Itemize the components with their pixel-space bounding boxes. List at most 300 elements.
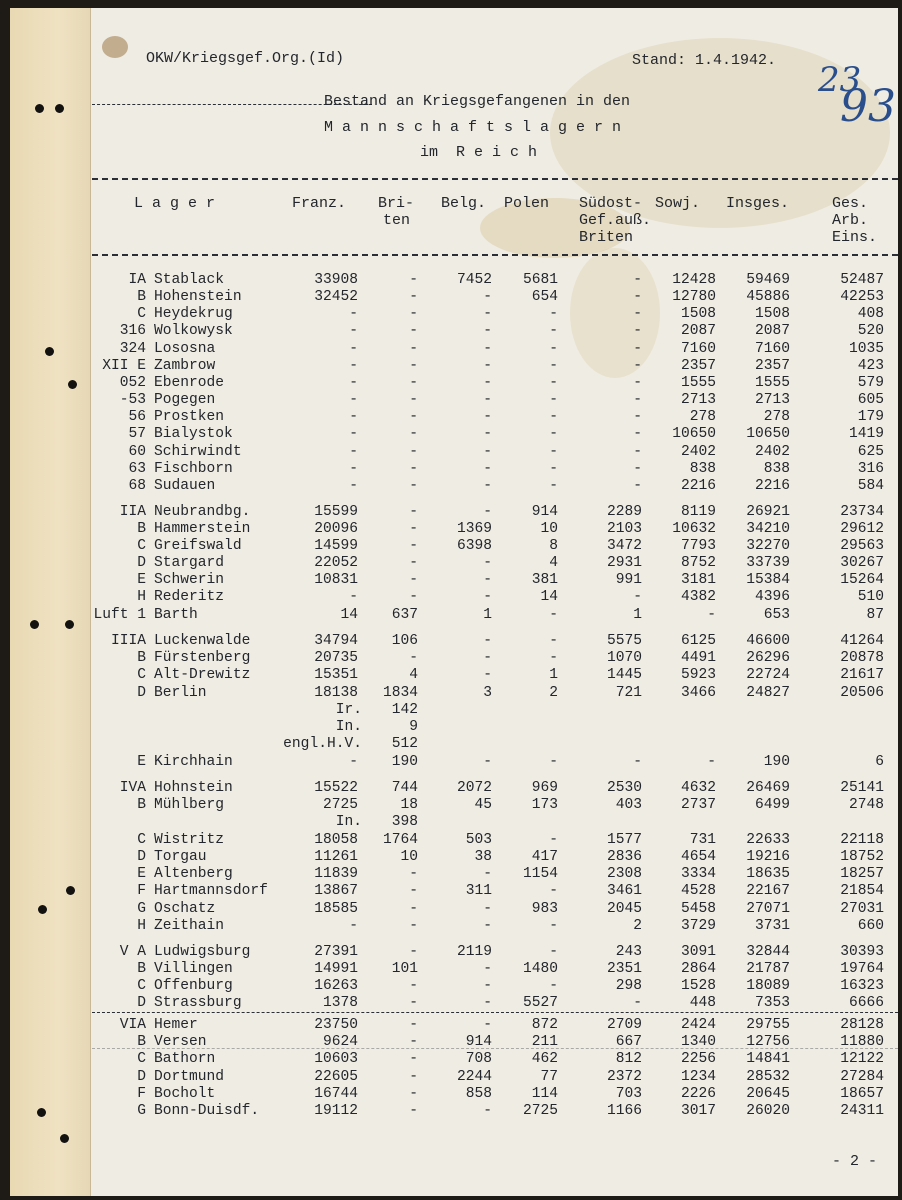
table-row: [10, 444, 898, 461]
cell-suedost: 3472: [606, 538, 642, 554]
cell-polen: -: [549, 306, 558, 322]
cell-polen: -: [549, 607, 558, 623]
cell-briten: -: [409, 358, 418, 374]
cell-belg: -: [483, 572, 492, 588]
cell-sowj: 2216: [680, 478, 716, 494]
cell-sowj: 2357: [680, 358, 716, 374]
cell-insges: 26921: [746, 504, 790, 520]
cell-belg: -: [483, 589, 492, 605]
table-row: [10, 995, 898, 1012]
table-row: [10, 341, 898, 358]
cell-briten: -: [409, 650, 418, 666]
cell-franz: -: [349, 375, 358, 391]
table-row: [10, 272, 898, 289]
cell-suedost: 3461: [606, 883, 642, 899]
cell-belg: -: [483, 1017, 492, 1033]
cell-belg: 45: [474, 797, 492, 813]
cell-sub: 316: [119, 323, 146, 339]
title-line-3: im R e i c h: [420, 144, 538, 161]
table-row: [10, 978, 898, 995]
cell-sowj: 1528: [680, 978, 716, 994]
cell-polen: 77: [540, 1069, 558, 1085]
cell-sub: C: [137, 1051, 146, 1067]
cell-sowj: 1555: [680, 375, 716, 391]
cell-suedost: -: [633, 754, 642, 770]
cell-sowj: -: [707, 754, 716, 770]
cell-briten: -: [409, 478, 418, 494]
cell-polen: 5527: [522, 995, 558, 1011]
cell-briten: 398: [391, 814, 418, 830]
cell-belg: 38: [474, 849, 492, 865]
cell-franz: 18138: [314, 685, 358, 701]
cell-insges: 2216: [754, 478, 790, 494]
cell-briten: -: [409, 426, 418, 442]
table-row: [10, 504, 898, 521]
table-row: [10, 685, 898, 702]
cell-suedost: 243: [615, 944, 642, 960]
cell-insges: 2357: [754, 358, 790, 374]
cell-polen: -: [549, 650, 558, 666]
cell-sowj: 4491: [680, 650, 716, 666]
table-row: [10, 323, 898, 340]
cell-polen: -: [549, 341, 558, 357]
cell-briten: -: [409, 944, 418, 960]
cell-suedost: 703: [615, 1086, 642, 1102]
cell-belg: 914: [465, 1034, 492, 1050]
table-row: [10, 1069, 898, 1086]
table-row: [10, 918, 898, 935]
cell-polen: -: [549, 918, 558, 934]
cell-belg: -: [483, 323, 492, 339]
cell-ges: 27031: [840, 901, 884, 917]
cell-sub: E: [137, 754, 146, 770]
cell-name: Zambrow: [154, 358, 216, 374]
cell-briten: 18: [400, 797, 418, 813]
cell-polen: 211: [531, 1034, 558, 1050]
table-row: [10, 289, 898, 306]
header-rule-top: [92, 178, 898, 180]
table-row: [10, 1017, 898, 1034]
cell-name: Stargard: [154, 555, 225, 571]
cell-franz: 15351: [314, 667, 358, 683]
cell-name: Greifswald: [154, 538, 242, 554]
punch-hole: [60, 1134, 69, 1143]
table-row: [10, 538, 898, 555]
cell-sowj: 3729: [680, 918, 716, 934]
table-row: [10, 521, 898, 538]
cell-belg: -: [483, 650, 492, 666]
cell-franz: In.: [335, 814, 362, 830]
cell-name: Hohenstein: [154, 289, 242, 305]
cell-kreis: IVA: [119, 780, 146, 796]
cell-sub: C: [137, 306, 146, 322]
cell-belg: 1369: [456, 521, 492, 537]
cell-name: Rederitz: [154, 589, 225, 605]
cell-sowj: -: [707, 607, 716, 623]
cell-ges: 41264: [840, 633, 884, 649]
cell-briten: -: [409, 1017, 418, 1033]
cell-belg: -: [483, 409, 492, 425]
cell-polen: -: [549, 832, 558, 848]
cell-suedost: 1070: [606, 650, 642, 666]
cell-belg: -: [483, 444, 492, 460]
table-row: [10, 901, 898, 918]
cell-sowj: 278: [689, 409, 716, 425]
cell-kreis: Luft 1: [93, 607, 146, 623]
cell-suedost: 403: [615, 797, 642, 813]
cell-insges: 22724: [746, 667, 790, 683]
cell-sowj: 838: [689, 461, 716, 477]
cell-sub: F: [137, 1086, 146, 1102]
cell-franz: 1378: [322, 995, 358, 1011]
cell-sowj: 3017: [680, 1103, 716, 1119]
cell-franz: 23750: [314, 1017, 358, 1033]
cell-ges: 20878: [840, 650, 884, 666]
cell-name: Stablack: [154, 272, 225, 288]
cell-briten: 637: [391, 607, 418, 623]
section-rule: [92, 1012, 898, 1013]
col-suedost-1: Südost-: [579, 195, 643, 212]
cell-franz: -: [349, 461, 358, 477]
cell-insges: 7160: [754, 341, 790, 357]
cell-suedost: 298: [615, 978, 642, 994]
cell-polen: 114: [531, 1086, 558, 1102]
cell-briten: 190: [391, 754, 418, 770]
cell-briten: -: [409, 1051, 418, 1067]
cell-belg: -: [483, 555, 492, 571]
table-row: [10, 572, 898, 589]
cell-ges: 510: [857, 589, 884, 605]
cell-sowj: 731: [689, 832, 716, 848]
cell-franz: Ir.: [335, 702, 362, 718]
cell-franz: 32452: [314, 289, 358, 305]
cell-belg: -: [483, 1103, 492, 1119]
cell-franz: 11261: [314, 849, 358, 865]
cell-sub: 052: [119, 375, 146, 391]
col-ges-3: Eins.: [832, 229, 878, 246]
cell-sub: D: [137, 1069, 146, 1085]
cell-ges: 25141: [840, 780, 884, 796]
cell-polen: -: [549, 409, 558, 425]
cell-sub: B: [137, 961, 146, 977]
cell-sowj: 2737: [680, 797, 716, 813]
cell-insges: 18635: [746, 866, 790, 882]
cell-sub: F: [137, 883, 146, 899]
cell-name: Bocholt: [154, 1086, 216, 1102]
cell-polen: 381: [531, 572, 558, 588]
title-line-1: Bestand an Kriegsgefangenen in den: [324, 93, 631, 110]
cell-sub: B: [137, 797, 146, 813]
cell-briten: -: [409, 461, 418, 477]
office-reference: OKW/Kriegsgef.Org.(Id): [146, 50, 345, 67]
cell-ges: 1419: [848, 426, 884, 442]
cell-insges: 1555: [754, 375, 790, 391]
cell-sowj: 4382: [680, 589, 716, 605]
cell-polen: -: [549, 375, 558, 391]
cell-franz: 18058: [314, 832, 358, 848]
cell-name: Versen: [154, 1034, 207, 1050]
cell-sowj: 5458: [680, 901, 716, 917]
cell-belg: -: [483, 358, 492, 374]
cell-polen: -: [549, 358, 558, 374]
cell-sowj: 12428: [672, 272, 716, 288]
cell-franz: 27391: [314, 944, 358, 960]
col-briten-1: Bri-: [378, 195, 415, 212]
cell-franz: -: [349, 306, 358, 322]
cell-polen: 462: [531, 1051, 558, 1067]
cell-suedost: -: [633, 409, 642, 425]
cell-ges: 20506: [840, 685, 884, 701]
cell-briten: -: [409, 1069, 418, 1085]
cell-ges: 1035: [848, 341, 884, 357]
cell-insges: 12756: [746, 1034, 790, 1050]
cell-suedost: -: [633, 289, 642, 305]
cell-ges: 579: [857, 375, 884, 391]
cell-suedost: -: [633, 341, 642, 357]
cell-belg: -: [483, 504, 492, 520]
cell-kreis: IIIA: [110, 633, 146, 649]
cell-suedost: 2: [633, 918, 642, 934]
document-page: [10, 8, 898, 1196]
table-row: [10, 944, 898, 961]
table-row: [10, 478, 898, 495]
cell-sowj: 448: [689, 995, 716, 1011]
cell-suedost: 667: [615, 1034, 642, 1050]
cell-suedost: 2931: [606, 555, 642, 571]
cell-franz: 14: [340, 607, 358, 623]
cell-sowj: 4528: [680, 883, 716, 899]
cell-polen: -: [549, 944, 558, 960]
cell-franz: 18585: [314, 901, 358, 917]
col-ges-2: Arb.: [832, 212, 869, 229]
table-row: [10, 754, 898, 771]
cell-ges: 24311: [840, 1103, 884, 1119]
cell-insges: 2713: [754, 392, 790, 408]
cell-briten: -: [409, 504, 418, 520]
cell-polen: 969: [531, 780, 558, 796]
cell-insges: 278: [763, 409, 790, 425]
cell-polen: 14: [540, 589, 558, 605]
cell-franz: -: [349, 341, 358, 357]
cell-name: Kirchhain: [154, 754, 233, 770]
cell-franz: 22052: [314, 555, 358, 571]
table-row: [10, 409, 898, 426]
cell-suedost: 2709: [606, 1017, 642, 1033]
cell-name: Berlin: [154, 685, 207, 701]
table-row: [10, 719, 898, 736]
cell-franz: engl.H.V.: [283, 736, 362, 752]
cell-ges: 423: [857, 358, 884, 374]
cell-franz: 19112: [314, 1103, 358, 1119]
cell-insges: 18089: [746, 978, 790, 994]
cell-briten: -: [409, 521, 418, 537]
cell-ges: 16323: [840, 978, 884, 994]
col-briten-2: ten: [383, 212, 411, 229]
cell-polen: 654: [531, 289, 558, 305]
cell-briten: -: [409, 978, 418, 994]
cell-polen: 2725: [522, 1103, 558, 1119]
cell-briten: -: [409, 1086, 418, 1102]
cell-suedost: -: [633, 995, 642, 1011]
cell-insges: 28532: [746, 1069, 790, 1085]
cell-belg: -: [483, 901, 492, 917]
cell-polen: 10: [540, 521, 558, 537]
cell-ges: 316: [857, 461, 884, 477]
cell-polen: 5681: [522, 272, 558, 288]
cell-insges: 2402: [754, 444, 790, 460]
cell-franz: -: [349, 478, 358, 494]
cell-suedost: -: [633, 478, 642, 494]
cell-name: Hohnstein: [154, 780, 233, 796]
cell-sowj: 3091: [680, 944, 716, 960]
col-polen: Polen: [504, 195, 550, 212]
cell-kreis: IIA: [119, 504, 146, 520]
cell-sub: E: [137, 572, 146, 588]
cell-sowj: 3466: [680, 685, 716, 701]
cell-polen: 1480: [522, 961, 558, 977]
cell-sowj: 8752: [680, 555, 716, 571]
cell-belg: 311: [465, 883, 492, 899]
cell-suedost: -: [633, 375, 642, 391]
cell-suedost: 2289: [606, 504, 642, 520]
cell-belg: -: [483, 375, 492, 391]
table-row: [10, 883, 898, 900]
cell-ges: 408: [857, 306, 884, 322]
cell-ges: 30393: [840, 944, 884, 960]
cell-briten: 512: [391, 736, 418, 752]
cell-suedost: 2372: [606, 1069, 642, 1085]
cell-suedost: 2308: [606, 866, 642, 882]
cell-polen: -: [549, 426, 558, 442]
cell-suedost: -: [633, 444, 642, 460]
cell-franz: -: [349, 918, 358, 934]
cell-sowj: 3334: [680, 866, 716, 882]
cell-sub: E: [137, 866, 146, 882]
cell-suedost: 2836: [606, 849, 642, 865]
cell-name: Ludwigsburg: [154, 944, 251, 960]
pen-mark-93: 93: [840, 81, 896, 132]
cell-belg: 503: [465, 832, 492, 848]
cell-sub: C: [137, 538, 146, 554]
cell-suedost: -: [633, 461, 642, 477]
cell-name: Prostken: [154, 409, 225, 425]
cell-ges: 29563: [840, 538, 884, 554]
cell-insges: 33739: [746, 555, 790, 571]
cell-insges: 46600: [746, 633, 790, 649]
cell-name: Schirwindt: [154, 444, 242, 460]
cell-sub: D: [137, 995, 146, 1011]
table-row: [10, 814, 898, 831]
cell-belg: 1: [483, 607, 492, 623]
table-row: [10, 849, 898, 866]
cell-franz: 10831: [314, 572, 358, 588]
cell-franz: 13867: [314, 883, 358, 899]
cell-briten: -: [409, 1103, 418, 1119]
cell-polen: -: [549, 633, 558, 649]
table-row: [10, 426, 898, 443]
cell-ges: 660: [857, 918, 884, 934]
cell-franz: -: [349, 426, 358, 442]
table-row: [10, 1051, 898, 1068]
cell-insges: 32270: [746, 538, 790, 554]
cell-franz: -: [349, 589, 358, 605]
cell-sowj: 2226: [680, 1086, 716, 1102]
cell-ges: 520: [857, 323, 884, 339]
cell-name: Heydekrug: [154, 306, 233, 322]
cell-sub: D: [137, 685, 146, 701]
cell-sowj: 4654: [680, 849, 716, 865]
cell-sub: -53: [119, 392, 146, 408]
cell-polen: 1: [549, 667, 558, 683]
cell-insges: 4396: [754, 589, 790, 605]
cell-insges: 190: [763, 754, 790, 770]
cell-franz: 22605: [314, 1069, 358, 1085]
cell-ges: 28128: [840, 1017, 884, 1033]
cell-insges: 1508: [754, 306, 790, 322]
cell-name: Bathorn: [154, 1051, 216, 1067]
cell-briten: -: [409, 901, 418, 917]
cell-briten: -: [409, 409, 418, 425]
cell-briten: -: [409, 289, 418, 305]
cell-kreis: VIA: [119, 1017, 146, 1033]
cell-sub: 68: [128, 478, 146, 494]
cell-suedost: 991: [615, 572, 642, 588]
cell-insges: 2087: [754, 323, 790, 339]
table-row: [10, 736, 898, 753]
cell-ges: 18257: [840, 866, 884, 882]
cell-polen: 983: [531, 901, 558, 917]
cell-briten: 1764: [382, 832, 418, 848]
cell-name: Hartmannsdorf: [154, 883, 268, 899]
cell-briten: -: [409, 555, 418, 571]
cell-insges: 59469: [746, 272, 790, 288]
cell-kreis: XII E: [102, 358, 146, 374]
header-rule-bottom: [92, 254, 898, 256]
cell-name: Ebenrode: [154, 375, 225, 391]
cell-suedost: 2530: [606, 780, 642, 796]
table-row: [10, 832, 898, 849]
cell-briten: -: [409, 883, 418, 899]
cell-name: Fürstenberg: [154, 650, 251, 666]
cell-franz: -: [349, 323, 358, 339]
cell-briten: -: [409, 995, 418, 1011]
cell-ges: 21617: [840, 667, 884, 683]
cell-insges: 3731: [754, 918, 790, 934]
cell-franz: 14991: [314, 961, 358, 977]
cell-sowj: 2402: [680, 444, 716, 460]
cell-suedost: 721: [615, 685, 642, 701]
cell-sowj: 8119: [680, 504, 716, 520]
cell-polen: -: [549, 754, 558, 770]
cell-ges: 584: [857, 478, 884, 494]
col-belg: Belg.: [441, 195, 487, 212]
cell-insges: 24827: [746, 685, 790, 701]
cell-polen: -: [549, 392, 558, 408]
cell-franz: 10603: [314, 1051, 358, 1067]
cell-briten: -: [409, 375, 418, 391]
col-lager: L a g e r: [134, 195, 216, 212]
cell-franz: 16744: [314, 1086, 358, 1102]
cell-suedost: 1577: [606, 832, 642, 848]
cell-sowj: 3181: [680, 572, 716, 588]
cell-sowj: 5923: [680, 667, 716, 683]
cell-belg: -: [483, 978, 492, 994]
cell-belg: -: [483, 961, 492, 977]
col-ges-1: Ges.: [832, 195, 869, 212]
cell-name: Mühlberg: [154, 797, 225, 813]
cell-name: Offenburg: [154, 978, 233, 994]
cell-suedost: -: [633, 306, 642, 322]
